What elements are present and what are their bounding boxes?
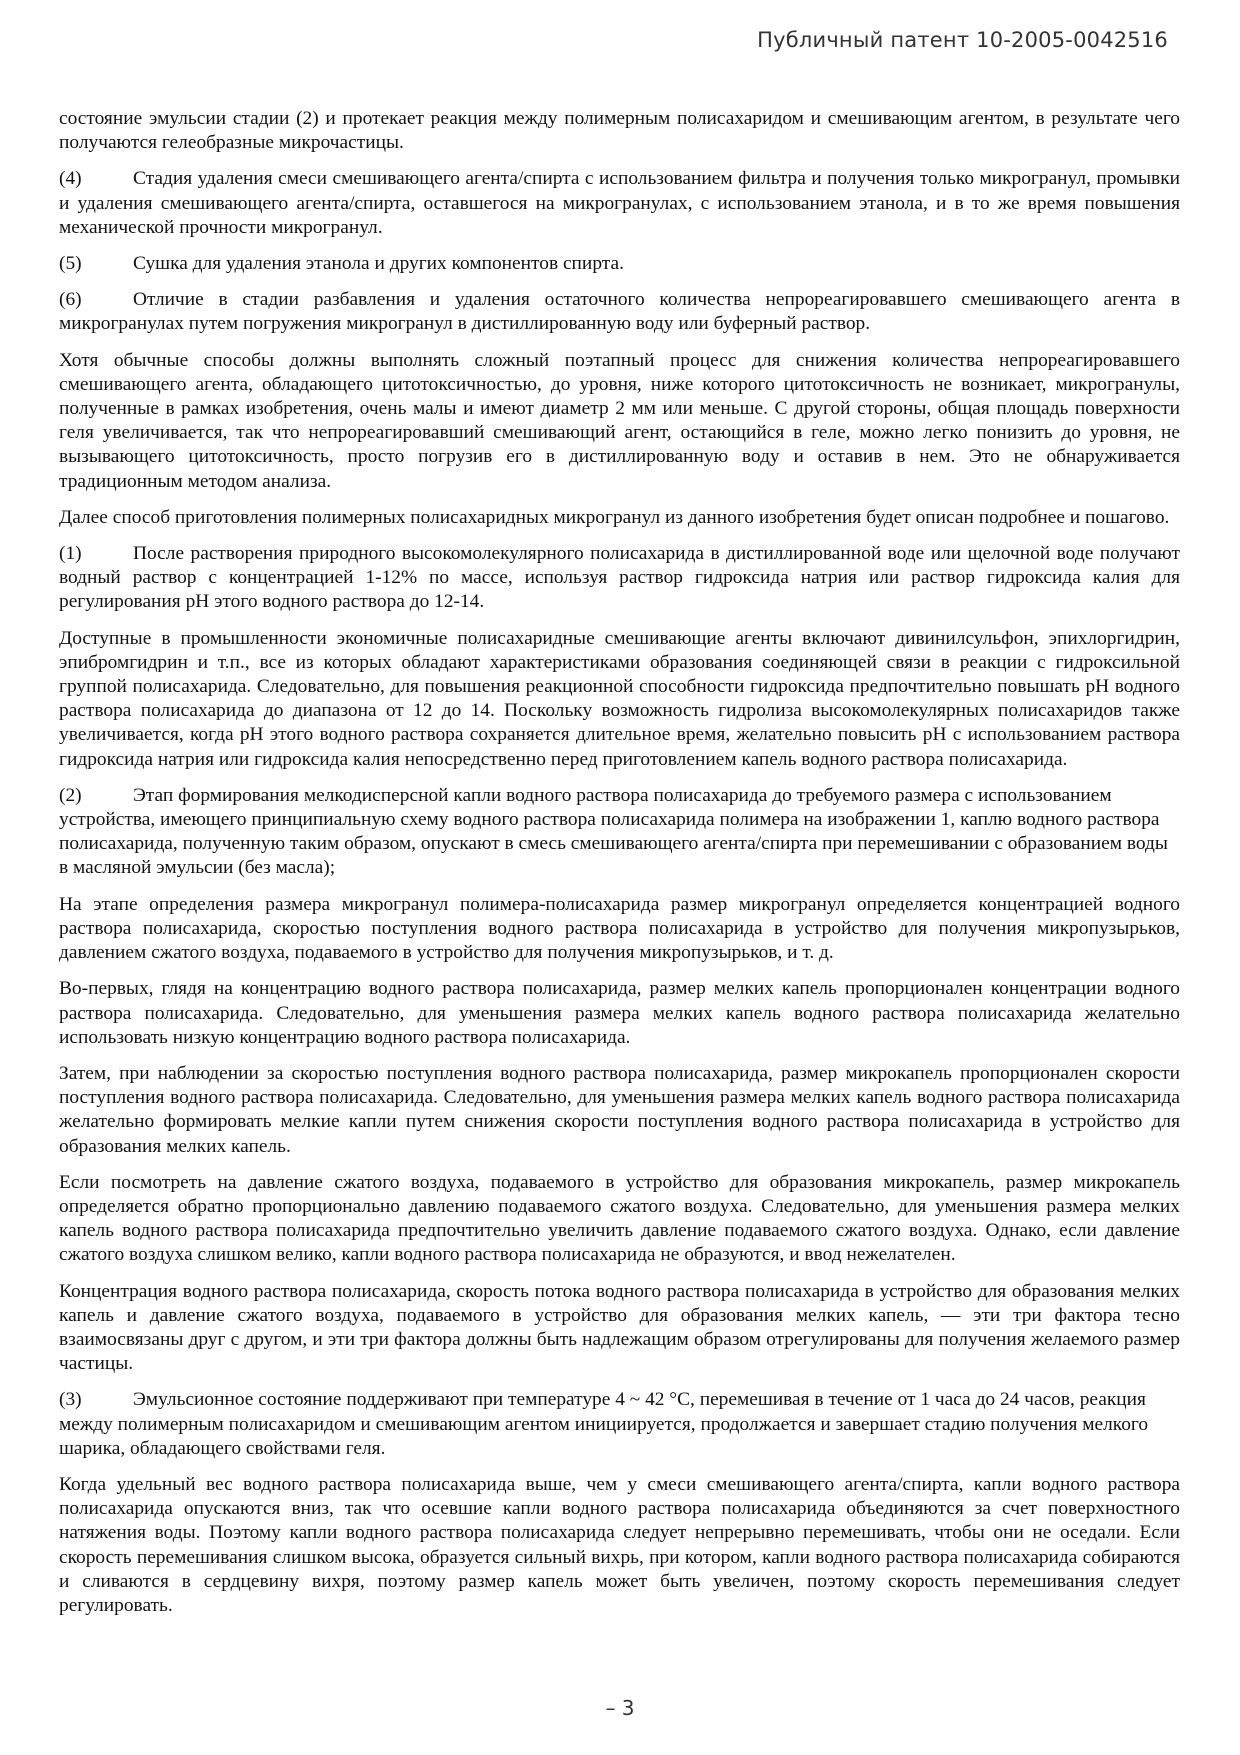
paragraph: [59, 542, 1180, 615]
paragraph: [59, 167, 1180, 240]
paragraph-text: Когда удельный вес водного раствора полисахарида выше, чем у смеси смешивающего агента/спирта, капли водного раствора полисахарида опускаются вниз, так что осевшие капли водного раствора полисахарида объединяются за счет поверхностного натяжения воды. Поэтому капли водного раствора полисахарида следует непрерывно перемешивать, чтобы они не оседали. Если скорость перемешивания слишком высока, образуется сильный вихрь, при котором, капли водного раствора полисахарида собираются и сливаются в сердцевину вихря, поэтому размер капель может быть увеличен, поэтому скорость перемешивания следует регулировать.: [59, 1473, 1180, 1616]
paragraph-text: Концентрация водного раствора полисахарида, скорость потока водного раствора полисахарида в устройство для образования мелких капель и давление сжатого воздуха, подаваемого в устройство для образования мелких капель, — эти три фактора тесно взаимосвязаны друг с другом, и эти три фактора должны быть надлежащим образом отрегулированы для получения желаемого размер частицы.: [59, 1280, 1180, 1375]
paragraph: [59, 349, 1180, 494]
page-header-title: Публичный патент 10-2005-0042516: [757, 28, 1168, 52]
paragraph-text: Хотя обычные способы должны выполнять сложный поэтапный процесс для снижения количества непрореагировавшего смешивающего агента, обладающего цитотоксичностью, до уровня, ниже которого цитотоксичность не возникает, микрогранулы, полученные в рамках изобретения, очень малы и имеют диаметр 2 мм или меньше. С другой стороны, общая площадь поверхности геля увеличивается, так что непрореагировавший смешивающий агент, остающийся в геле, можно легко понизить до уровня, не вызывающего цитотоксичность, просто погрузив его в дистиллированную воду и оставив в нем. Это не обнаруживается традиционным методом анализа.: [59, 349, 1180, 492]
paragraph: [59, 627, 1180, 772]
paragraph-text: Во-первых, глядя на концентрацию водного раствора полисахарида, размер мелких капель пропорционален концентрации водного раствора полисахарида. Следовательно, для уменьшения размера мелких капель водного раствора полисахарида желательно использовать низкую концентрацию водного раствора полисахарида.: [59, 978, 1180, 1048]
paragraph-number: (6): [59, 289, 82, 311]
paragraph-text: Стадия удаления смеси смешивающего агента/спирта с использованием фильтра и получения только микрогранул, промывки и удаления смешивающего агента/спирта, оставшегося на микрогранулах, с использованием этанола, и в то же время повышения механической прочности микрогранул.: [59, 168, 1180, 238]
paragraph: [59, 784, 1180, 881]
paragraph-number: (3): [59, 1389, 82, 1411]
document-body: [59, 107, 1180, 1630]
paragraph-number: (1): [59, 543, 82, 565]
paragraph-text: Этап формирования мелкодисперсной капли водного раствора полисахарида до требуемого размера с использованием устройства, имеющего принципиальную схему водного раствора полисахарида полимера на изображении 1, каплю водного раствора полисахарида, полученную таким образом, опускают в смесь смешивающего агента/спирта при перемешивании с образованием воды в масляной эмульсии (без масла);: [59, 784, 1168, 879]
paragraph-text: состояние эмульсии стадии (2) и протекает реакция между полимерным полисахаридом и смешивающим агентом, в результате чего получаются гелеобразные микрочастицы.: [59, 108, 1180, 154]
paragraph-text: Далее способ приготовления полимерных полисахаридных микрогранул из данного изобретения будет описан подробнее и пошагово.: [59, 506, 1170, 528]
paragraph: [59, 1388, 1180, 1461]
paragraph-text: После растворения природного высокомолекулярного полисахарида в дистиллированной воде или щелочной воде получают водный раствор с концентрацией 1-12% по массе, используя раствор гидроксида натрия или раствор гидроксида калия для регулирования pH этого водного раствора до 12-14.: [59, 543, 1180, 613]
paragraph-number: (4): [59, 168, 82, 190]
paragraph-text: Доступные в промышленности экономичные полисахаридные смешивающие агенты включают дивинилсульфон, эпихлоргидрин, эпибромгидрин и т.п., все из которых обладают характеристиками образования соединяющей связи в реакции с гидроксильной группой полисахарида. Следовательно, для повышения реакционной способности гидроксида предпочтительно повышать pH водного раствора полисахарида до диапазона от 12 до 14. Поскольку возможность гидролиза высокомолекулярных полисахаридов также увеличивается, когда pH этого водного раствора сохраняется длительное время, желательно повысить pH с использованием раствора гидроксида натрия или гидроксида калия непосредственно перед приготовлением капель водного раствора полисахарида.: [59, 627, 1180, 770]
paragraph: [59, 1171, 1180, 1268]
paragraph-text: Затем, при наблюдении за скоростью поступления водного раствора полисахарида, размер микрокапель пропорционален скорости поступления водного раствора полисахарида. Следовательно, для уменьшения размера мелких капель водного раствора полисахарида желательно формировать мелкие капли путем снижения скорости поступления водного раствора полисахарида в устройство для образования мелких капель.: [59, 1062, 1180, 1157]
paragraph: [59, 288, 1180, 336]
paragraph: [59, 977, 1180, 1050]
paragraph: [59, 506, 1180, 530]
paragraph: [59, 1062, 1180, 1159]
paragraph-text: Если посмотреть на давление сжатого воздуха, подаваемого в устройство для образования микрокапель, размер микрокапель определяется обратно пропорционально давлению подаваемого сжатого воздуха. Следовательно, для уменьшения размера мелких капель водного раствора полисахарида предпочтительно увеличить давление подаваемого сжатого воздуха. Однако, если давление сжатого воздуха слишком велико, капли водного раствора полисахарида не образуются, и ввод нежелателен.: [59, 1171, 1180, 1266]
paragraph-number: (2): [59, 784, 82, 806]
paragraph: [59, 107, 1180, 155]
paragraph: [59, 1280, 1180, 1377]
page-number: – 3: [605, 1696, 635, 1720]
paragraph: [59, 893, 1180, 966]
paragraph: [59, 252, 1180, 276]
paragraph-text: Сушка для удаления этанола и других компонентов спирта.: [133, 253, 624, 275]
paragraph: [59, 1473, 1180, 1618]
paragraph-text: Отличие в стадии разбавления и удаления остаточного количества непрореагировавшего смешивающего агента в микрогранулах путем погружения микрогранул в дистиллированную воду или буферный раствор.: [59, 289, 1180, 335]
paragraph-text: На этапе определения размера микрогранул полимера-полисахарида размер микрогранул определяется концентрацией водного раствора полисахарида, скоростью поступления водного раствора полисахарида в устройство для получения микропузырьков, давлением сжатого воздуха, подаваемого в устройство для получения микропузырьков, и т. д.: [59, 893, 1180, 964]
paragraph-number: (5): [59, 253, 82, 275]
paragraph-text: Эмульсионное состояние поддерживают при температуре 4 ~ 42 °C, перемешивая в течение от 1 часа до 24 часов, реакция между полимерным полисахаридом и смешивающим агентом инициируется, продолжается и завершает стадию получения мелкого шарика, обладающего свойствами геля.: [59, 1389, 1149, 1459]
